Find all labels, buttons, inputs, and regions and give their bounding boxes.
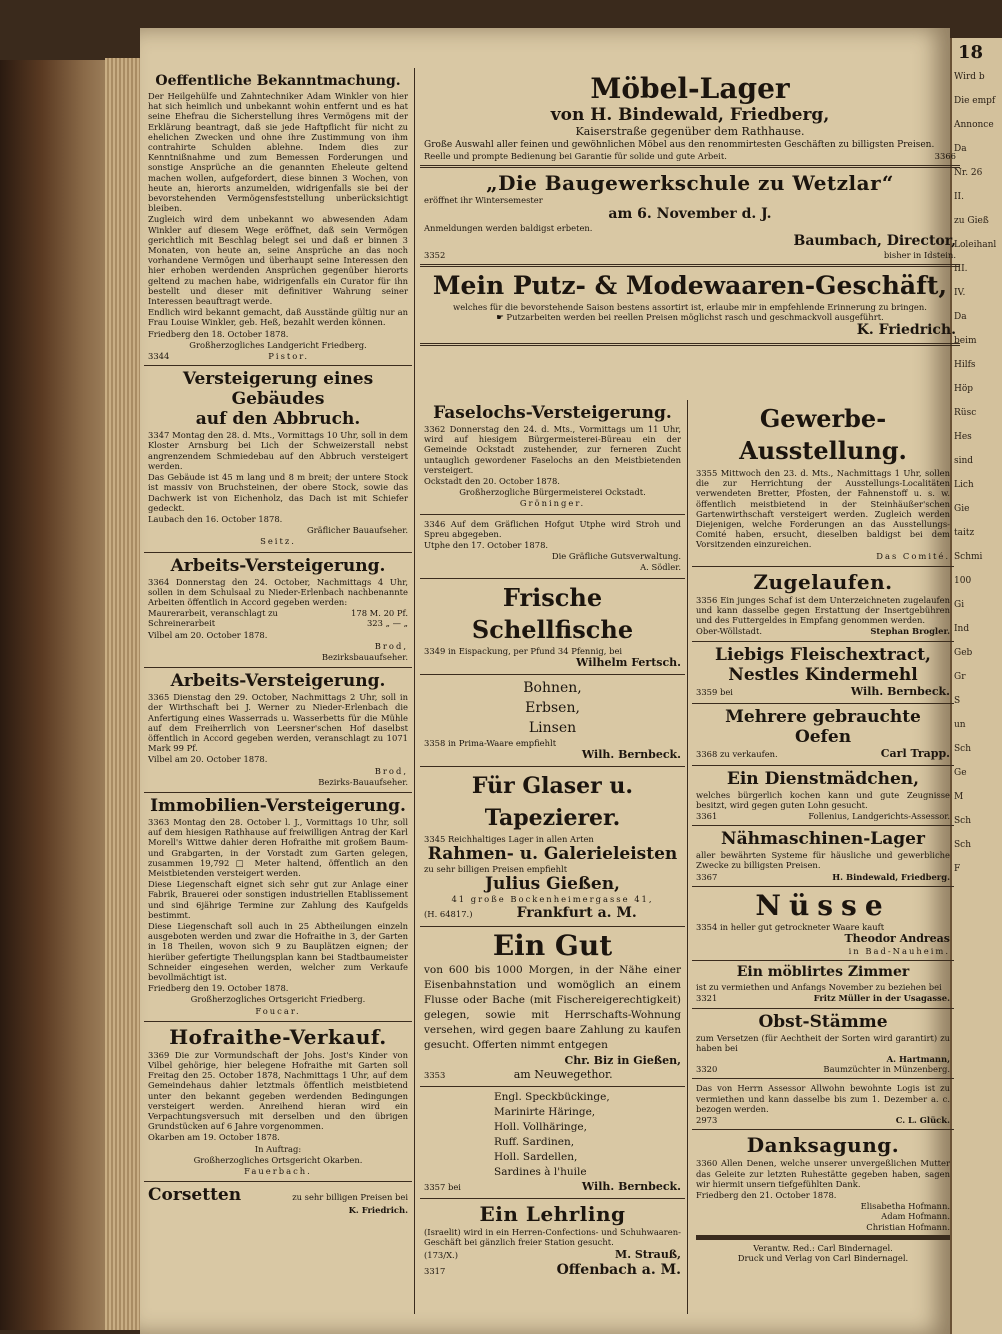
ad-signer: Theodor Andreas xyxy=(844,932,950,946)
ad-signer: Follenius, Landgerichts-Assessor. xyxy=(808,811,950,822)
ad-body: 3369 Die zur Vormundschaft der Johs. Jost's Kinder von Vilbel gehörige, hier belegene Hofraithe mit Garten soll Freitag den 25. October 1878, Nachmittags 1 Uhr, auf dem Gemeindehaus dahier letztmals öffentlich meistbietend unter den bekannt gegeben werdenden Bedingungen versteigert werden. Anreihend hieran wird ein Verpachtungsversuch mit derselben und den übrigen Grundstücken auf 6 Jahre vorgenommen. xyxy=(148,1049,408,1132)
ad-title: Ein möblirtes Zimmer xyxy=(736,964,910,981)
ad-title: Frische Schellfische xyxy=(471,582,634,644)
ad-number: 3361 xyxy=(696,811,718,822)
ad-number: 3344 xyxy=(148,351,170,362)
ad-name: Chr. Biz in Gießen, xyxy=(564,1053,681,1067)
ad-dienstmaedchen xyxy=(692,766,954,827)
ad-authority: Bezirksbauaufseher. xyxy=(321,651,408,662)
ad-bekanntmachung xyxy=(144,70,412,366)
ad-body: Endlich wird bekannt gemacht, daß Ausstände gültig nur an Frau Louise Winkler, geb. Heß, bezahlt werden können. xyxy=(148,307,408,328)
ad-date: Friedberg den 18. October 1878. xyxy=(148,328,289,339)
ad-date: Vilbel am 20. October 1878. xyxy=(148,629,268,640)
ad-signer: Fritz Müller in der Usagasse. xyxy=(813,993,950,1004)
ad-title: Nüsse xyxy=(755,888,891,922)
ad-signer: Carl Trapp. xyxy=(880,746,950,760)
ad-signer: K. Friedrich. xyxy=(348,1205,408,1216)
ad-signer: Baumbach, Director, xyxy=(793,232,956,249)
ad-body: welches bürgerlich kochen kann und gute Zeugnisse besitzt, wird gegen guten Lohn gesucht. xyxy=(696,789,950,810)
ad-title: Nähmaschinen-Lager xyxy=(721,829,925,850)
ad-number: 3353 xyxy=(424,1069,446,1080)
ad-authority: Die Gräfliche Gutsverwaltung. xyxy=(551,551,681,562)
ad-item: Ruff. Sardinen, xyxy=(494,1135,575,1148)
ad-item-value: 323 „ — „ xyxy=(366,618,408,629)
ad-glaser-tapezierer xyxy=(420,767,685,927)
ad-authority: Großherzogliches Ortsgericht Friedberg. xyxy=(190,994,366,1005)
ad-item: Sardines à l'huile xyxy=(494,1165,587,1178)
ad-signer: Wilh. Bernbeck. xyxy=(581,748,681,762)
ad-city: Offenbach a. M. xyxy=(556,1262,681,1279)
ad-name: Adam Hofmann. xyxy=(881,1211,950,1222)
ad-title: Möbel-Lager xyxy=(590,72,790,105)
ad-title: auf den Abbruch. xyxy=(195,409,361,430)
ad-signer-note: Baumzüchter in Münzenberg. xyxy=(823,1064,950,1075)
ad-body: 3360 Allen Denen, welche unserer unvergeßlichen Mutter das Geleite zur letzten Ruhestätte gegeben haben, sagen wir hiermit unsern tiefgefühlten Dank. xyxy=(696,1158,950,1189)
ad-faselochs xyxy=(420,400,685,515)
ad-item: Linsen xyxy=(528,719,577,736)
ad-number: 3366 xyxy=(934,151,956,162)
ad-number: 2973 xyxy=(696,1115,718,1126)
ad-title: Danksagung. xyxy=(746,1133,900,1158)
ad-number: 3317 xyxy=(424,1266,446,1277)
ad-subtitle: von H. Bindewald, Friedberg, xyxy=(550,105,830,125)
column-rule xyxy=(687,400,688,1314)
column-right xyxy=(692,400,954,1267)
ad-title: Versteigerung eines Gebäudes xyxy=(182,369,374,410)
column-left xyxy=(144,70,412,1219)
ad-immobilien-versteigerung xyxy=(144,793,412,1022)
ad-line: 3357 bei xyxy=(424,1181,461,1192)
ad-body: (Israelit) wird in ein Herren-Confections- und Schuhwaaren-Geschäft bei gänzlich freier Station gesucht. xyxy=(424,1226,681,1247)
ad-baugewerkschule xyxy=(420,168,960,267)
ad-number: 3321 xyxy=(696,993,718,1004)
ad-line: zu sehr billigen Preisen empfiehlt xyxy=(424,864,568,875)
ad-title: Hofraithe-Verkauf. xyxy=(169,1024,387,1049)
ad-body: aller bewährten Systeme für häusliche und gewerbliche Zwecke zu billigsten Preisen. xyxy=(696,850,950,871)
ad-signer: Gröninger. xyxy=(519,498,586,509)
ad-authority: Großherzogliches Landgericht Friedberg. xyxy=(189,339,367,350)
ad-name: Christian Hofmann. xyxy=(866,1221,950,1232)
ad-line: Anmeldungen werden baldigst erbeten. xyxy=(424,222,593,233)
ad-title: Corsetten xyxy=(148,1185,242,1206)
ad-order: In Auftrag: xyxy=(254,1143,302,1154)
ad-body: Das von Herrn Assessor Allwohn bewohnte Logis ist zu vermiethen und kann dasselbe bis zum 1. Dezember a. c. bezogen werden. xyxy=(696,1083,950,1114)
ad-body: 3362 Donnerstag den 24. d. Mts., Vormittags um 11 Uhr, wird auf hiesigem Bürgermeisterei-Büreau ein der Gemeinde Ockstadt zustehender, zur ferneren Zucht untauglich gewordener Faselochs an den Meistbietenden versteigert. xyxy=(424,424,681,475)
ad-item: Engl. Speckbückinge, xyxy=(494,1090,610,1103)
ad-body: Zugleich wird dem unbekannt wo abwesenden Adam Winkler auf diesem Wege eröffnet, daß sein Vermögen gerichtlich mit Beschlag belegt sei und daß er binnen 3 Monaten, von heute an, seine Ansprüche an das noch vorhandene Vermögen und überhaupt seine Interessen den hier erhoben werdenden Ansprüchen gegenüber hierorts geltend zu machen habe, widrigenfalls ein Curator für ihn bestellt und dieser mit definitiver Wahrung seiner Interessen beauftragt werde. xyxy=(148,214,408,307)
ad-liebigs xyxy=(692,642,954,704)
ad-body: 3363 Montag den 28. October l. J., Vormittags 10 Uhr, soll auf dem hiesigen Rathhause auf freiwilligen Antrag der Karl Morell's Wittwe dahier deren Hofraithe mit großem Baum- und Grabgarten, in der Vorstadt zum Garten gelegen, zusammen 19,792 □ Meter haltend, öffentlich an den Meistbietenden versteigert werden. xyxy=(148,816,408,878)
ad-title: Ein Dienstmädchen, xyxy=(726,768,920,789)
ad-title: Arbeits-Versteigerung. xyxy=(170,671,386,692)
ad-hofraithe-verkauf xyxy=(144,1022,412,1182)
ad-title: Nestles Kindermehl xyxy=(728,664,918,685)
column-right-top xyxy=(420,70,960,346)
ad-ref: (173/X.) xyxy=(424,1250,458,1261)
ad-signer: H. Bindewald, Friedberg. xyxy=(832,871,950,882)
ad-signer: Das Comité. xyxy=(876,550,950,561)
ad-body: 3355 Mittwoch den 23. d. Mts., Nachmittags 1 Uhr, sollen die zur Herrichtung der Ausstellungs-Localitäten verwendeten Bretter, Pfosten, der Fahnenstoff u. s. w. öffentlich meistbietend in der Steinhäußer'schen Gartenwirthschaft versteigert werden. Zugleich werden Diejenigen, welche Forderungen an das Ausstellungs-Comité haben, ersucht, dieselben baldigst bei dem Vorsitzenden einzureichen. xyxy=(696,468,950,550)
ad-line: Große Auswahl aller feinen und gewöhnlichen Möbel aus den renommirtesten Geschäften zu billigsten Preisen. xyxy=(424,140,935,150)
ad-item: Holl. Sardellen, xyxy=(494,1150,578,1163)
ad-gewerbe-ausstellung xyxy=(692,400,954,567)
ad-date: Vilbel am 20. October 1878. xyxy=(148,754,268,765)
ad-title: Gewerbe-Ausstellung. xyxy=(739,404,907,465)
ad-date: Friedberg den 21. October 1878. xyxy=(696,1189,837,1200)
ad-number: 3367 xyxy=(696,871,718,882)
ad-number: 3320 xyxy=(696,1064,718,1075)
ad-body: zum Versetzen (für Aechtheit der Sorten wird garantirt) zu haben bei xyxy=(696,1032,950,1053)
ad-item: Marinirte Häringe, xyxy=(494,1105,596,1118)
ad-title: Mehrere gebrauchte Oefen xyxy=(725,706,921,747)
ad-date: Ockstadt den 20. October 1878. xyxy=(424,476,560,487)
ad-title: Mein Putz- & Modewaaren-Geschäft, xyxy=(432,271,948,301)
ad-signer-note: bisher in Idstein. xyxy=(883,249,956,260)
ad-date: Friedberg den 19. October 1878. xyxy=(148,983,289,994)
ad-nuesse xyxy=(692,887,954,961)
ad-item: Bohnen, xyxy=(523,679,582,696)
ad-name: M. Strauß, xyxy=(615,1248,681,1262)
ad-signer: Brod, xyxy=(374,765,408,776)
ad-arbeits-versteigerung-1 xyxy=(144,553,412,669)
ad-authority: Großherzogliche Bürgermeisterei Ockstadt. xyxy=(459,487,646,498)
ad-authority: Bezirks-Bauaufseher. xyxy=(318,776,408,787)
ad-body: von 600 bis 1000 Morgen, in der Nähe einer Eisenbahnstation und womöglich an einem Flusse oder Bache (mit Fischereigerechtigkeit) gelegen, sowie mit Herrschafts-Wohnung versehen, wird gegen baare Zahlung zu kaufen gesucht. Offerten nimmt entgegen xyxy=(424,963,681,1051)
ad-schellfische xyxy=(420,579,685,675)
ad-body: 3346 Auf dem Gräflichen Hofgut Utphe wird Stroh und Spreu abgegeben. xyxy=(424,518,681,539)
ad-signer: A. Södler. xyxy=(640,562,681,573)
ad-signer: Wilh. Bernbeck. xyxy=(850,684,950,698)
footer-editor: Verantw. Red.: Carl Bindernagel. xyxy=(753,1242,893,1253)
ad-signer: Wilh. Bernbeck. xyxy=(581,1179,681,1193)
ad-body: 3356 Ein junges Schaf ist dem Unterzeichneten zugelaufen und kann dasselbe gegen Erstattung der Insertgebühren und des Futtergeldes in Empfang genommen werden. xyxy=(696,594,950,626)
ad-logis xyxy=(692,1079,954,1130)
newspaper-page xyxy=(140,28,956,1334)
ad-authority: Gräflicher Bauaufseher. xyxy=(306,525,408,536)
ad-signer: Wilhelm Fertsch. xyxy=(576,655,681,669)
next-page-number: 18 xyxy=(958,42,984,63)
ad-corsetten xyxy=(144,1182,412,1219)
ad-signer: Brod, xyxy=(374,640,408,651)
ad-oefen xyxy=(692,704,954,766)
ad-line: ☛ Putzarbeiten werden bei reellen Preisen möglichst rasch und geschmackvoll ausgeführt. xyxy=(496,312,884,323)
ad-hofgut-utphe xyxy=(420,515,685,579)
ad-title: Faselochs-Versteigerung. xyxy=(433,403,672,423)
ad-line: 3349 in Eispackung, per Pfund 34 Pfennig, bei xyxy=(424,645,623,656)
ad-body: zu sehr billigen Preisen bei xyxy=(292,1192,408,1203)
ad-bohnen-erbsen xyxy=(420,675,685,767)
ad-item: Holl. Vollhäringe, xyxy=(494,1120,587,1133)
ad-date: Utphe den 17. October 1878. xyxy=(424,540,549,551)
footer-publisher: Druck und Verlag von Carl Bindernagel. xyxy=(737,1252,909,1263)
ad-signer: A. Hartmann, xyxy=(886,1054,950,1065)
column-rule xyxy=(414,68,415,1314)
ad-name: Elisabetha Hofmann. xyxy=(860,1201,950,1212)
column-middle xyxy=(420,400,685,1283)
ad-body: Der Heilgehülfe und Zahntechniker Adam Winkler von hier hat sich heimlich und unbekannt wohin entfernt und es hat seine Ehefrau die Sicherstellung ihres Vermögens mit der Erklärung beantragt, daß sie jede Haftpflicht für nicht zu ehelichen Zwecken und ohne ihre Zustimmung von ihm contrahirte Schulden ablehne. Indem dies zur Kenntnißnahme und zum Bemessen Forderungen und sonstige Ansprüche an die genannten Eheleute geltend machen wollen, aufgefordert, diese binnen 3 Wochen, von heute an, hierorts anzumelden, widrigenfalls sie bei der bevorstehenden Vermögensfeststellung unberücksichtigt bleiben. xyxy=(148,91,408,214)
ad-line: 3345 Reichhaltiges Lager in allen Arten xyxy=(424,834,594,845)
ad-title: Arbeits-Versteigerung. xyxy=(170,555,386,576)
ad-versteigerung-gebaeude xyxy=(144,366,412,552)
ad-body: 3364 Donnerstag den 24. October, Nachmittags 4 Uhr, sollen in dem Schulsaal zu Nieder-Erlenbach nachbenannte Arbeiten öffentlich in Accord gegeben werden: xyxy=(148,576,408,607)
ad-authority: Großherzogliches Ortsgericht Okarben. xyxy=(193,1154,363,1165)
ad-item: Schreinerarbeit xyxy=(148,618,216,629)
ad-place: in Bad-Nauheim. xyxy=(848,946,950,957)
ad-body: Das Gebäude ist 45 m lang und 8 m breit; der untere Stock ist massiv von Bruchsteinen, der obere Stock, sowie das Dachwerk ist von Eichenholz, das Dach ist mit Schiefer gedeckt. xyxy=(148,472,408,513)
ad-item: Erbsen, xyxy=(525,699,580,716)
ad-fische-liste xyxy=(420,1087,685,1199)
ad-body: Diese Liegenschaft eignet sich sehr gut zur Anlage einer Fabrik, Brauerei oder sonstigen industriellen Etablissement und sind 6jährige Termine zur Zahlung des Kaufgelds bestimmt. xyxy=(148,879,408,920)
ad-line: Kaiserstraße gegenüber dem Rathhause. xyxy=(575,125,805,138)
ad-obst-staemme xyxy=(692,1009,954,1080)
ad-title: Liebigs Fleischextract, xyxy=(715,644,931,665)
ad-name: Julius Gießen, xyxy=(485,874,620,895)
ad-line: welches für die bevorstehende Saison bestens assortirt ist, erlaube mir in empfehlende Erinnerung zu bringen. xyxy=(453,302,927,313)
ad-address: am Neuwegethor. xyxy=(513,1067,613,1081)
ad-line: eröffnet ihr Wintersemester xyxy=(424,195,543,206)
ad-title: Ein Lehrling xyxy=(479,1201,626,1226)
ad-place: Ober-Wöllstadt. xyxy=(696,626,763,637)
ad-title: Ein Gut xyxy=(492,928,613,962)
ad-moebl-zimmer xyxy=(692,961,954,1008)
ad-signer: Fauerbach. xyxy=(244,1166,312,1177)
next-page-fragments: Wird b Die empf Annonce Da Nr. 26 II. zu Gieß Loleihanl III. IV. Da beim Hilfs Höp Rüsc Hes sind Lich Gie taitz Schmi 100 Gi Ind Geb Gr S un Sch Ge M Sch Sch F xyxy=(954,72,997,874)
ad-zugelaufen xyxy=(692,567,954,642)
ad-signer: Pistor. xyxy=(268,351,310,362)
ad-title: Für Glaser u. Tapezierer. xyxy=(471,773,634,832)
ad-body: ist zu vermiethen und Anfangs November zu beziehen bei xyxy=(696,982,942,993)
ad-body: Diese Liegenschaft soll auch in 25 Abtheilungen einzeln ausgeboten werden und zwar die Hofraithe in 3, der Garten in 18 Theilen, wovon sich 9 zu Bauplätzen eignen; der hierüber gefertigte Theilungsplan kann bei Stadtbaumeister Schneider eingesehen werden, welcher zum Verkaufe bevollmächtigt ist. xyxy=(148,921,408,983)
ad-city: Frankfurt a. M. xyxy=(516,904,637,921)
ad-line: Reelle und prompte Bedienung bei Garantie für solide und gute Arbeit. xyxy=(424,151,727,162)
ad-moebel-lager xyxy=(420,70,960,168)
ad-title: Immobilien-Versteigerung. xyxy=(150,795,406,816)
ad-address: 41 große Bockenheimergasse 41, xyxy=(451,894,654,905)
ad-putz-modewaaren xyxy=(420,267,960,346)
ad-danksagung xyxy=(692,1130,954,1267)
ad-body: 3365 Dienstag den 29. October, Nachmittags 2 Uhr, soll in der Wirthschaft bei J. Werner zu Nieder-Erlenbach die Anfertigung eines Wasserrads u. Wasserbetts für die Mühle auf dem Freiherrlich von Leersner'schen Hof daselbst öffentlich in Accord gegeben werden, veranschlagt zu 1071 Mark 99 Pf. xyxy=(148,692,408,754)
ad-line: am 6. November d. J. xyxy=(608,205,772,222)
ad-ein-gut xyxy=(420,927,685,1087)
ad-title: Oeffentliche Bekanntmachung. xyxy=(155,73,401,89)
ad-item: Maurerarbeit, veranschlagt zu xyxy=(148,608,278,619)
ad-title: Zugelaufen. xyxy=(753,569,893,594)
ad-signer: Seitz. xyxy=(260,536,296,547)
ad-number: 3352 xyxy=(424,249,446,260)
ad-item-value: 178 M. 20 Pf. xyxy=(351,608,408,619)
ad-signer: C. L. Glück. xyxy=(895,1115,950,1126)
ad-signer: Foucar. xyxy=(255,1005,301,1016)
ad-date: Okarben am 19. October 1878. xyxy=(148,1132,280,1143)
ad-signer: Stephan Brogler. xyxy=(870,626,950,637)
ad-title: Obst-Stämme xyxy=(758,1011,888,1032)
page-edges xyxy=(105,58,145,1330)
ad-body: 3347 Montag den 28. d. Mts., Vormittags 10 Uhr, soll in dem Kloster Arnsburg bei Lich der Schweizerstall nebst angrenzendem Schmiedebau auf den Abbruch versteigert werden. xyxy=(148,430,408,471)
ad-line: 3368 zu verkaufen. xyxy=(696,748,778,759)
footer-rule xyxy=(696,1235,950,1240)
ad-lehrling xyxy=(420,1199,685,1283)
ad-naehmaschinen xyxy=(692,826,954,887)
ad-line: 3359 bei xyxy=(696,686,733,697)
ad-ref: (H. 64817.) xyxy=(424,908,473,919)
ad-line: 3354 in heller gut getrockneter Waare kauft xyxy=(696,921,885,932)
ad-line: Rahmen- u. Galerieleisten xyxy=(427,844,678,865)
ad-title: „Die Baugewerkschule zu Wetzlar“ xyxy=(486,171,894,196)
ad-signer: K. Friedrich. xyxy=(856,322,956,339)
ad-date: Laubach den 16. October 1878. xyxy=(148,513,283,524)
ad-line: 3358 in Prima-Waare empfiehlt xyxy=(424,737,557,748)
ad-arbeits-versteigerung-2 xyxy=(144,668,412,793)
